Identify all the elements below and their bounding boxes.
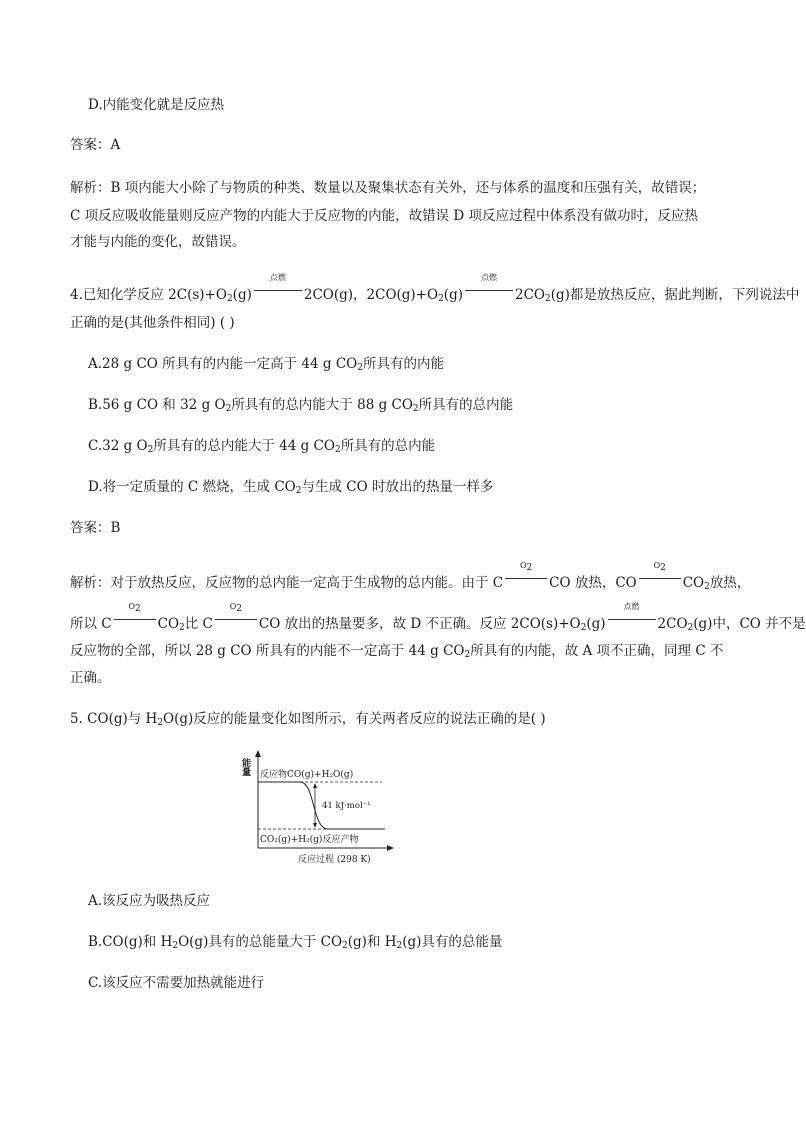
ignite-arrow: 点燃 [254, 285, 302, 297]
q4-option-c: C.32 g $O_2$所具有的总内能大于 44 g $CO_2$所具有的总内能 [88, 438, 436, 455]
delta-arrow-up [313, 783, 317, 788]
o2-arrow: $O_2$ [114, 614, 156, 626]
product-label: CO₂(g)+H₂(g)反应产物 [260, 835, 359, 845]
ignite-arrow: 点燃 [465, 285, 513, 297]
option-d-previous: D.内能变化就是反应热 [88, 97, 225, 113]
o2-arrow: $O_2$ [505, 573, 547, 585]
explanation-4-line4: 正确。 [70, 670, 111, 686]
y-axis-arrow [255, 750, 261, 757]
o2-arrow: $O_2$ [639, 573, 681, 585]
reactant-label: 反应物CO(g)+H₂O(g) [260, 770, 354, 780]
explanation-3-line1: 解析：B 项内能大小除了与物质的种类、数量以及聚集状态有关外，还与体系的温度和压强有关，故错误； [70, 180, 706, 196]
q4-option-d: D.将一定质量的 C 燃烧，生成 $CO_2$与生成 CO 时放出的热量一样多 [88, 479, 494, 496]
y-axis-label: 能量 [240, 758, 250, 776]
explanation-4-line1: 解析：对于放热反应，反应物的总内能一定高于生成物的总内能。由于 C $O_2$ CO 放热，CO $O_2$ $CO_2$放热， [70, 561, 751, 592]
energy-diagram [240, 750, 400, 870]
x-axis-label: 反应过程 (298 K) [298, 855, 371, 865]
q5-option-b: B.CO(g)和 $H_2O(g)$具有的总能量大于 $CO_2(g)$和 $H_2(g)$具有的总能量 [88, 934, 503, 951]
q4-option-b: B.56 g CO 和 32 g $O_2$所具有的总内能大于 88 g $CO_2$所具有的总内能 [88, 397, 514, 414]
question-5-stem: 5. CO(g)与 $H_2O(g)$反应的能量变化如图所示，有关两者反应的说法正确的是( ) [70, 711, 546, 728]
ignite-arrow: 点燃 [608, 614, 656, 626]
q4-option-a: A.28 g CO 所具有的内能一定高于 44 g $CO_2$所具有的内能 [88, 356, 444, 373]
explanation-3-line3: 才能与内能的变化，故错误。 [70, 234, 246, 250]
delta-label: 41 kJ·mol⁻¹ [322, 801, 371, 811]
delta-arrow-down [313, 823, 317, 828]
o2-arrow: $O_2$ [215, 614, 257, 626]
answer-4: 答案：B [70, 520, 121, 536]
explanation-3-line2: C 项反应吸收能量则反应产物的内能大于反应物的内能，故错误 D 项反应过程中体系没有做功时，反应热 [70, 208, 699, 224]
question-4-stem: 4.已知化学反应 $2C(s)+O_2(g)$ 点燃 2CO(g)，$2CO(g)+O_2(g)$ 点燃 $2CO_2(g)$都是放热反应，据此判断，下列说法中 [70, 273, 800, 304]
explanation-4-line2: 所以 C $O_2$ $CO_2$比 C $O_2$ CO 放出的热量要多，故 D 不正确。反应 $2CO(s)+O_2(g)$ 点燃 $2CO_2(g)$中，CO 并不是 [70, 602, 806, 633]
q5-option-a: A.该反应为吸热反应 [88, 893, 211, 909]
question-4-stem-line2: 正确的是(其他条件相同) ( ) [70, 315, 235, 331]
x-axis-arrow [387, 845, 394, 851]
answer-3: 答案：A [70, 137, 121, 153]
explanation-4-line3: 反应物的全部，所以 28 g CO 所具有的内能不一定高于 44 g $CO_2$所具有的内能，故 A 项不正确，同理 C 不 [70, 643, 724, 660]
q5-option-c: C.该反应不需要加热就能进行 [88, 975, 265, 991]
